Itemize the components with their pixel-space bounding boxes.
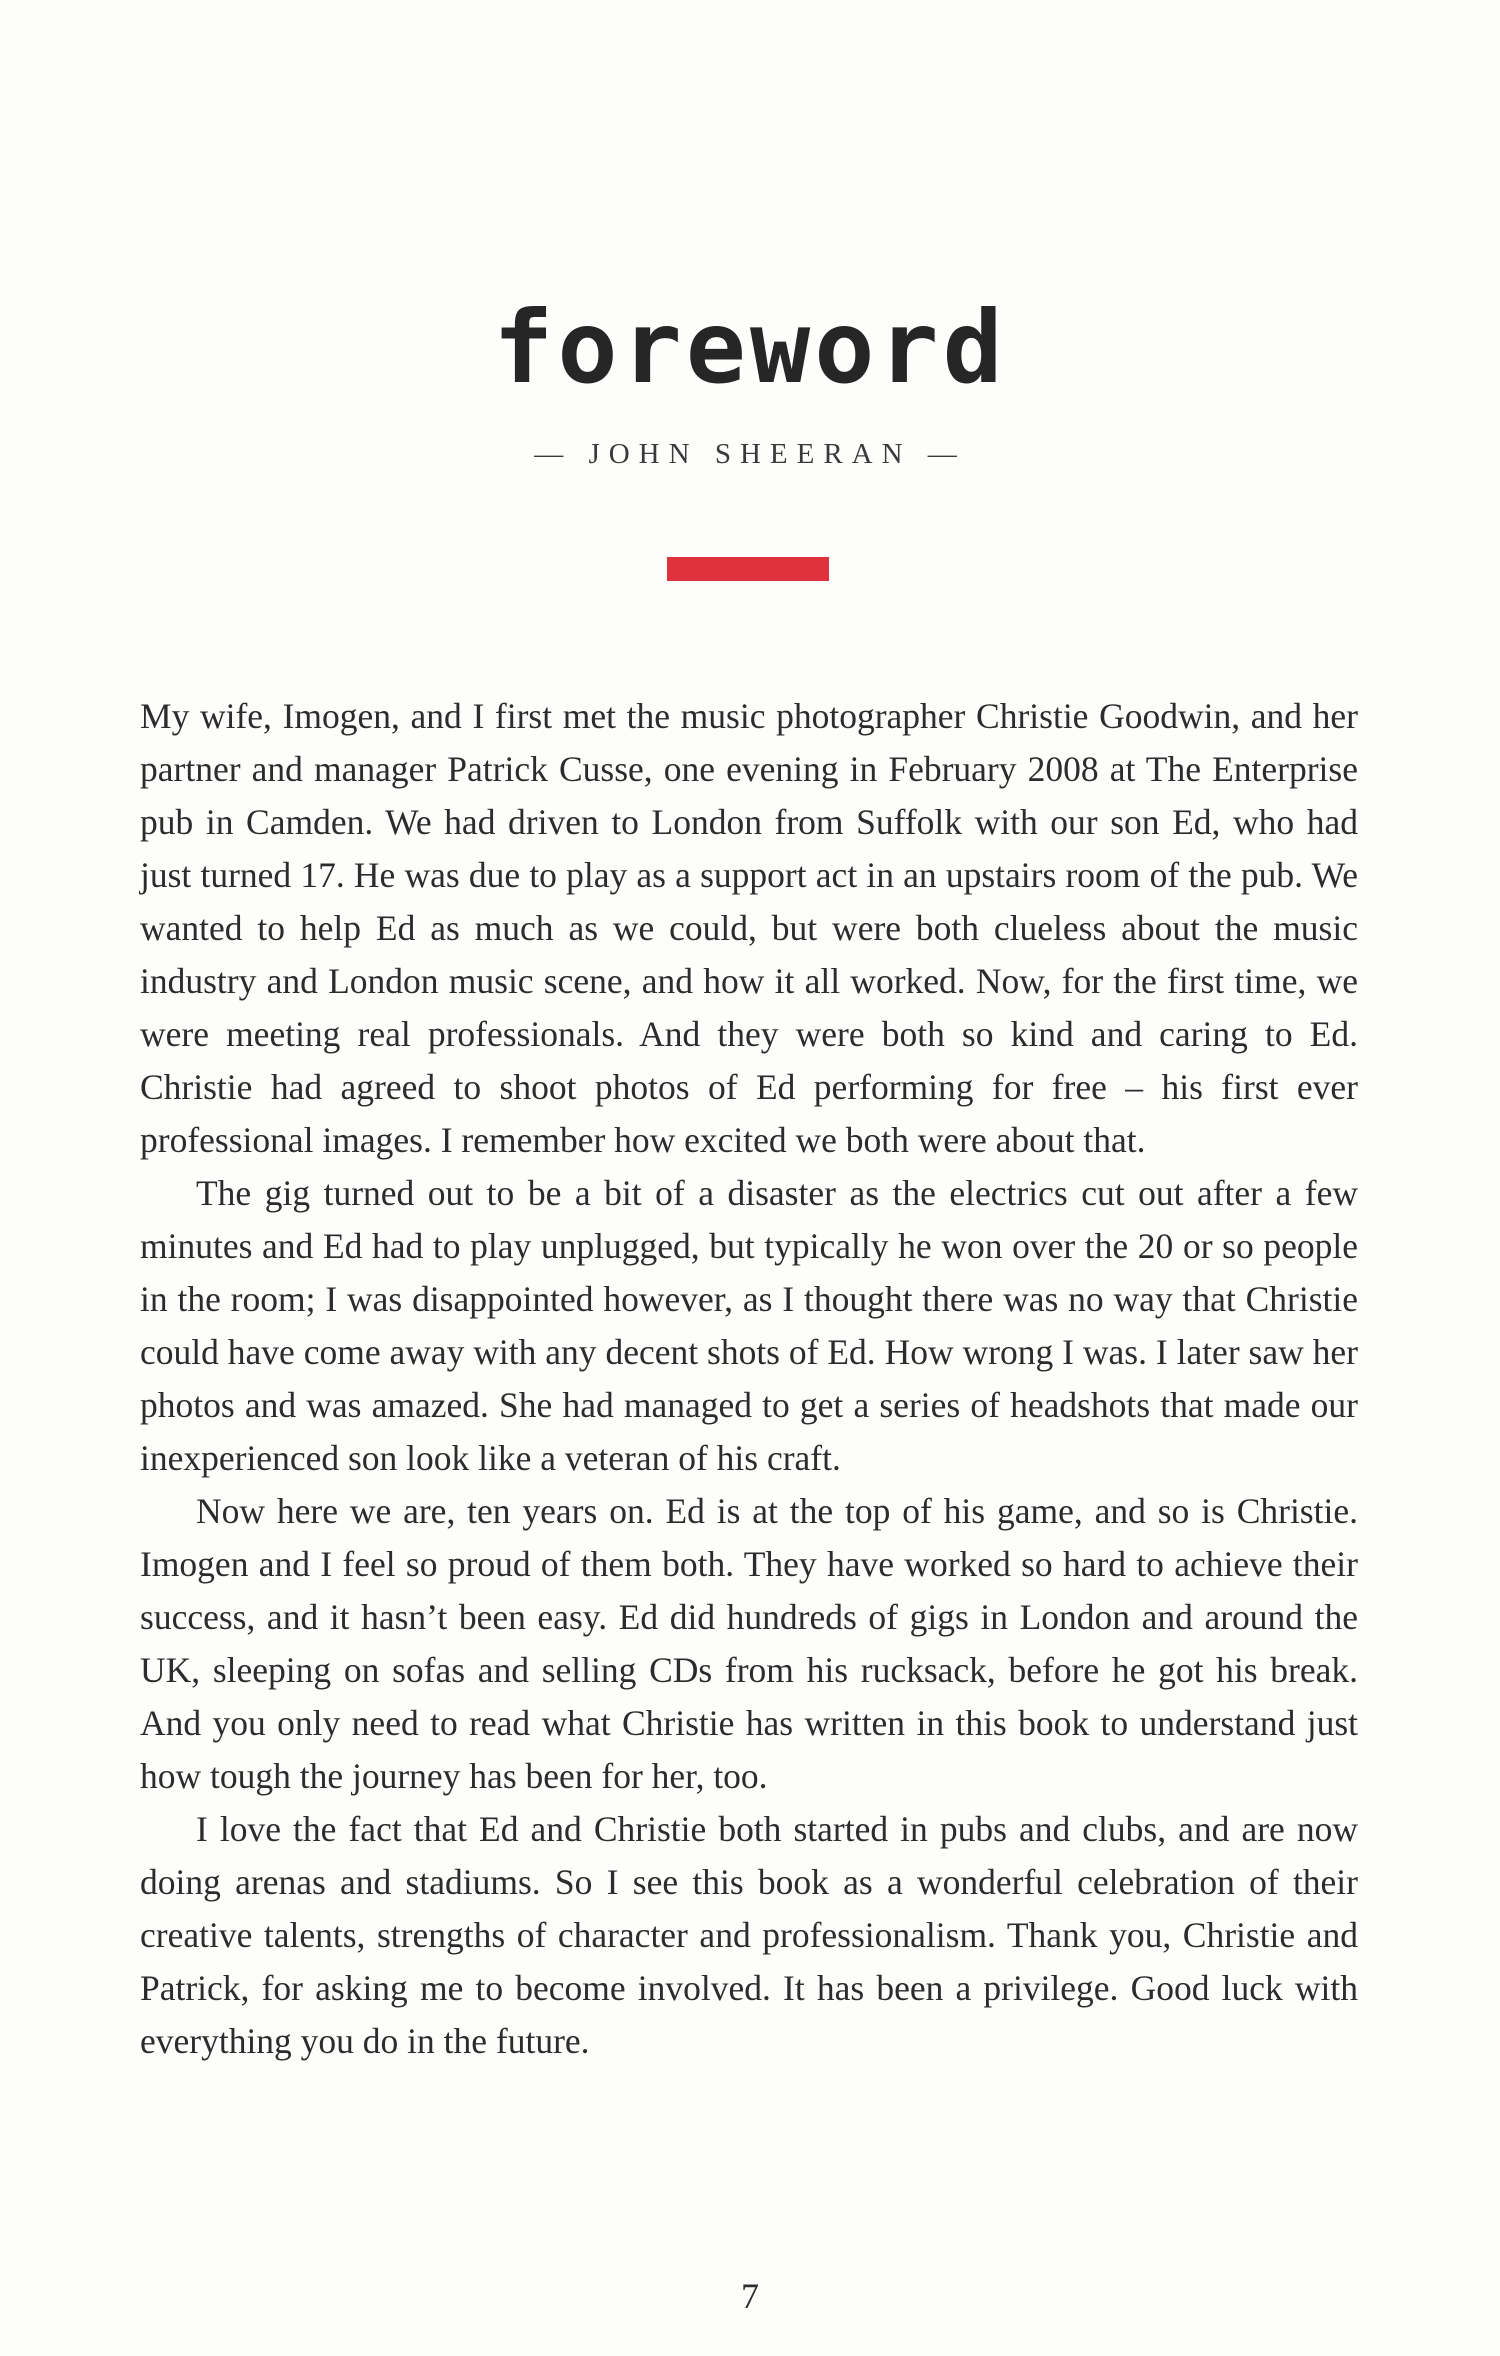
chapter-title: foreword — [493, 289, 1007, 406]
author-byline: — JOHN SHEERAN — — [534, 438, 966, 470]
paragraph: My wife, Imogen, and I first met the music photographer Christie Goodwin, and her partner and manager Patrick Cusse, one evening in February 2008 at The Enterprise pub in Camden. We had driven to London from Suffolk with our son Ed, who had just turned 17. He was due to play as a support act in an upstairs room of the pub. We wanted to help Ed as much as we could, but were both clueless about the music industry and London music scene, and how it all worked. Now, for the first time, we were meeting real professionals. And they were both so kind and caring to Ed. Christie had agreed to shoot photos of Ed performing for free – his first ever professional images. I remember how excited we both were about that. — [140, 696, 1358, 1160]
paragraph: The gig turned out to be a bit of a disaster as the electrics cut out after a few minutes and Ed had to play unplugged, but typically he won over the 20 or so people in the room; I was disappointed however, as I thought there was no way that Christie could have come away with any decent shots of Ed. How wrong I was. I later saw her photos and was amazed. She had managed to get a series of headshots that made our inexperienced son look like a veteran of his craft. — [140, 1173, 1358, 1478]
page-number: 7 — [741, 2276, 759, 2316]
accent-divider-bar — [667, 557, 829, 581]
paragraph: Now here we are, ten years on. Ed is at the top of his game, and so is Christie. Imogen and I feel so proud of them both. They have worked so hard to achieve their success, and it hasn’t been easy. Ed did hundreds of gigs in London and around the UK, sleeping on sofas and selling CDs from his rucksack, before he got his break. And you only need to read what Christie has written in this book to understand just how tough the journey has been for her, too. — [140, 1491, 1358, 1796]
foreword-body — [140, 690, 1358, 2068]
paragraph: I love the fact that Ed and Christie both started in pubs and clubs, and are now doing arenas and stadiums. So I see this book as a wonderful celebration of their creative talents, strengths of character and professionalism. Thank you, Christie and Patrick, for asking me to become involved. It has been a privilege. Good luck with everything you do in the future. — [140, 1809, 1358, 2061]
